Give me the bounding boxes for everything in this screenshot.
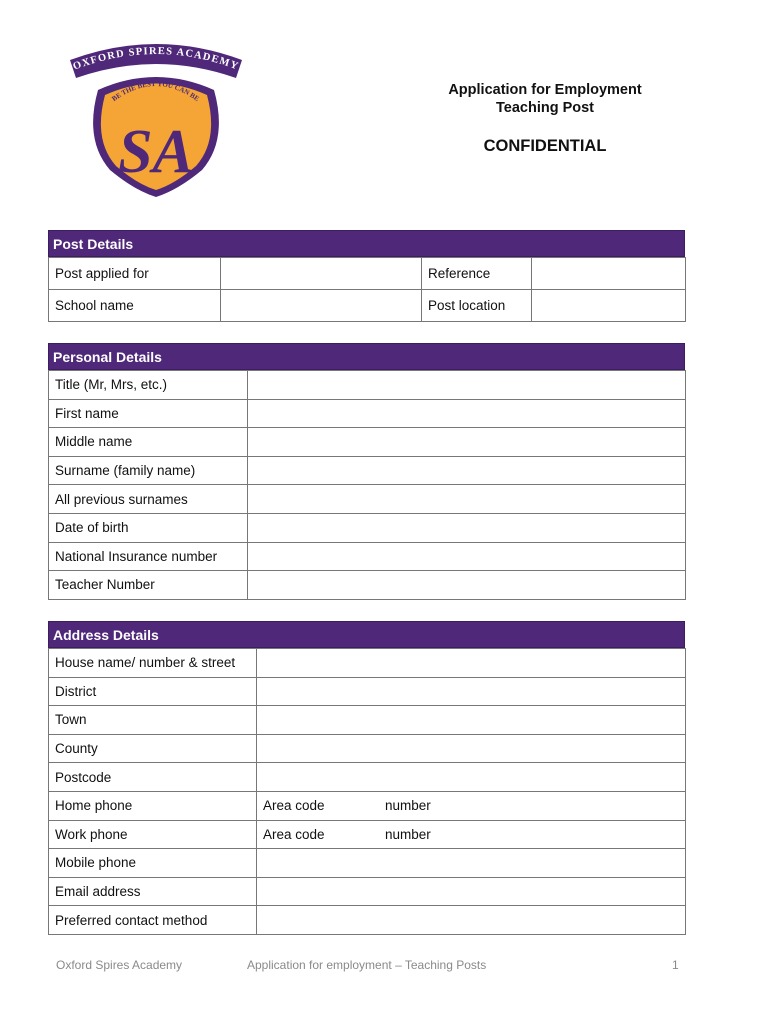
crest-monogram: SA: [118, 118, 194, 186]
table-row: [49, 906, 686, 935]
table-row: [49, 791, 686, 820]
middle-name-label: Middle name: [49, 428, 248, 457]
reference-field[interactable]: [532, 258, 686, 290]
form-subtitle: Teaching Post: [495, 100, 595, 116]
postcode-field[interactable]: [257, 763, 686, 792]
mobile-phone-field[interactable]: [257, 849, 686, 878]
date-of-birth-field[interactable]: [248, 513, 686, 542]
table-row: [49, 371, 686, 400]
work-phone-label: Work phone: [49, 820, 257, 849]
crest-motto-text: BE THE BEST YOU CAN BE: [110, 79, 201, 103]
teacher-number-field[interactable]: [248, 571, 686, 600]
footer-document-title: Application for employment – Teaching Posts: [247, 958, 487, 972]
post-location-field[interactable]: [532, 290, 686, 322]
confidential-label: CONFIDENTIAL: [483, 137, 607, 155]
table-row: [49, 571, 686, 600]
post-details-section: [48, 230, 685, 322]
table-row: [49, 258, 686, 290]
footer-school-name: Oxford Spires Academy: [56, 958, 183, 972]
preferred-contact-label: Preferred contact method: [49, 906, 257, 935]
postcode-label: Postcode: [49, 763, 257, 792]
first-name-label: First name: [49, 399, 248, 428]
table-row: [49, 763, 686, 792]
table-row: [49, 820, 686, 849]
title-label: Title (Mr, Mrs, etc.): [49, 371, 248, 400]
work-phone-area-code-label: Area code: [263, 826, 325, 842]
personal-details-table: [48, 370, 686, 600]
mobile-phone-label: Mobile phone: [49, 849, 257, 878]
post-applied-for-field[interactable]: [221, 258, 422, 290]
table-row: [49, 290, 686, 322]
first-name-field[interactable]: [248, 399, 686, 428]
school-crest-logo: [68, 40, 244, 200]
table-row: [49, 456, 686, 485]
address-details-table: [48, 648, 686, 935]
preferred-contact-field[interactable]: [257, 906, 686, 935]
table-row: [49, 849, 686, 878]
table-row: [49, 706, 686, 735]
email-label: Email address: [49, 877, 257, 906]
table-row: [49, 877, 686, 906]
table-row: [49, 428, 686, 457]
address-details-section: [48, 621, 685, 935]
district-label: District: [49, 677, 257, 706]
district-field[interactable]: [257, 677, 686, 706]
home-phone-field[interactable]: [257, 791, 686, 820]
town-field[interactable]: [257, 706, 686, 735]
table-row: [49, 734, 686, 763]
home-phone-number-label: number: [385, 798, 431, 814]
street-field[interactable]: [257, 649, 686, 678]
table-row: [49, 513, 686, 542]
reference-label: Reference: [422, 258, 532, 290]
crest-banner-text: OXFORD SPIRES ACADEMY: [71, 45, 241, 73]
teacher-number-label: Teacher Number: [49, 571, 248, 600]
post-location-label: Post location: [422, 290, 532, 322]
footer-page-number: 1: [672, 958, 679, 972]
table-row: [49, 485, 686, 514]
title-field[interactable]: [248, 371, 686, 400]
previous-surnames-field[interactable]: [248, 485, 686, 514]
work-phone-field[interactable]: [257, 820, 686, 849]
national-insurance-field[interactable]: [248, 542, 686, 571]
county-label: County: [49, 734, 257, 763]
national-insurance-label: National Insurance number: [49, 542, 248, 571]
post-details-table: [48, 257, 686, 322]
county-field[interactable]: [257, 734, 686, 763]
school-name-field[interactable]: [221, 290, 422, 322]
personal-details-header: Personal Details: [48, 343, 685, 370]
work-phone-number-label: number: [385, 826, 431, 842]
table-row: [49, 649, 686, 678]
table-row: [49, 542, 686, 571]
form-heading: [400, 81, 690, 156]
surname-field[interactable]: [248, 456, 686, 485]
personal-details-section: [48, 343, 685, 600]
email-field[interactable]: [257, 877, 686, 906]
home-phone-label: Home phone: [49, 791, 257, 820]
address-details-header: Address Details: [48, 621, 685, 648]
post-details-header: Post Details: [48, 230, 685, 257]
middle-name-field[interactable]: [248, 428, 686, 457]
table-row: [49, 399, 686, 428]
form-title: Application for Employment: [448, 82, 642, 98]
town-label: Town: [49, 706, 257, 735]
home-phone-area-code-label: Area code: [263, 798, 325, 814]
table-row: [49, 677, 686, 706]
surname-label: Surname (family name): [49, 456, 248, 485]
previous-surnames-label: All previous surnames: [49, 485, 248, 514]
date-of-birth-label: Date of birth: [49, 513, 248, 542]
street-label: House name/ number & street: [49, 649, 257, 678]
post-applied-for-label: Post applied for: [49, 258, 221, 290]
school-name-label: School name: [49, 290, 221, 322]
